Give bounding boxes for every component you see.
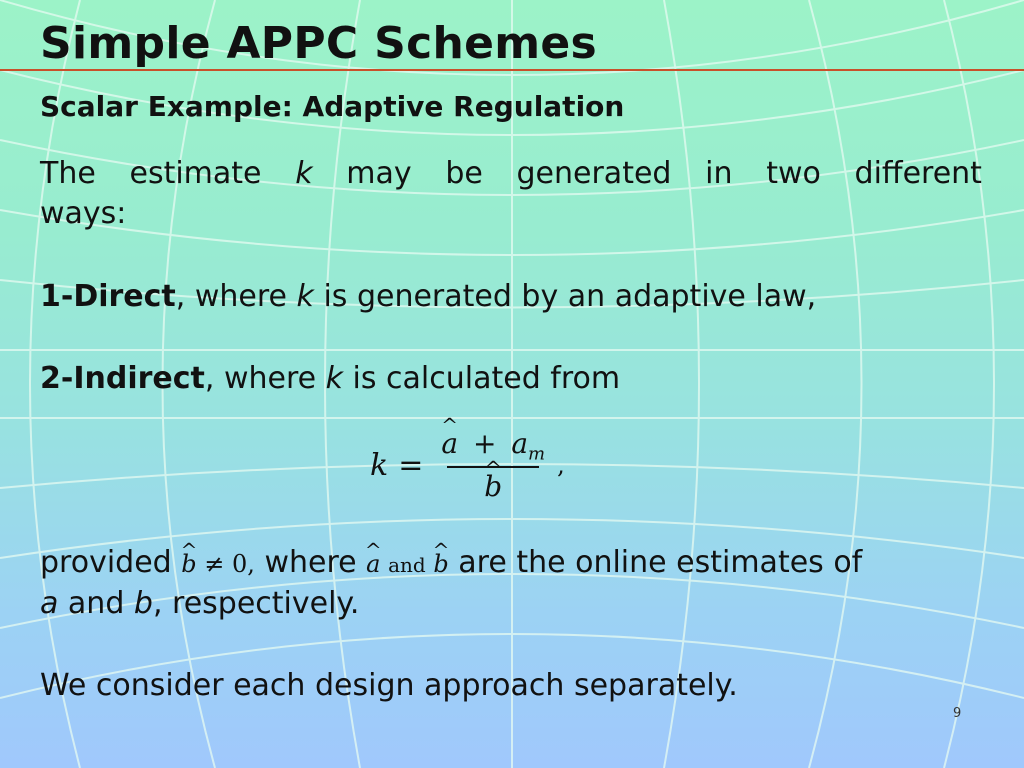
- variable-k: k: [296, 279, 314, 314]
- closing-text: We consider each design approach separately.: [40, 668, 738, 703]
- a-m: a: [511, 426, 529, 460]
- slide-title: Simple APPC Schemes: [40, 18, 598, 69]
- intro-line-1: [40, 154, 982, 194]
- and-text: and: [388, 553, 426, 577]
- variable-b: b: [133, 586, 153, 621]
- formula-comma: ,: [557, 451, 565, 479]
- indirect-label: 2-Indirect: [40, 361, 205, 396]
- a-hat: ^ a: [366, 544, 380, 584]
- b-hat: ^ b: [484, 470, 502, 503]
- indirect-item: [40, 359, 620, 399]
- direct-item: [40, 277, 816, 317]
- and-text: and: [58, 586, 134, 621]
- slide-subtitle: Scalar Example: Adaptive Regulation: [40, 90, 625, 123]
- b-hat: ^ b: [181, 544, 196, 584]
- where-text: where: [264, 545, 357, 580]
- provided-text: provided: [40, 545, 172, 580]
- indirect-text: is calculated from: [343, 361, 621, 396]
- formula-plus: +: [472, 426, 497, 460]
- intro-paragraph: [40, 154, 982, 234]
- condition-b-nonzero: [181, 550, 255, 578]
- condition-text: ≠ 0,: [204, 550, 255, 578]
- b-hat: ^ b: [433, 544, 448, 584]
- estimates-text: are the online estimates of: [458, 545, 863, 580]
- intro-word: be: [445, 156, 483, 191]
- indirect-text: , where: [204, 361, 326, 396]
- title-divider: [0, 69, 1024, 71]
- intro-word: may: [346, 156, 412, 191]
- estimates-a-and-b: [366, 550, 449, 578]
- variable-k: k: [295, 156, 313, 191]
- provided-line-2: [40, 584, 359, 624]
- formula-lhs: k: [370, 447, 389, 483]
- intro-word: different: [854, 156, 982, 191]
- direct-label: 1-Direct: [40, 279, 176, 314]
- respectively-text: , respectively.: [152, 586, 360, 621]
- provided-line-1: [40, 543, 862, 585]
- formula-fraction: [437, 427, 549, 504]
- variable-k: k: [325, 361, 343, 396]
- direct-text: , where: [175, 279, 297, 314]
- direct-text: is generated by an adaptive law,: [313, 279, 817, 314]
- intro-word: generated: [516, 156, 672, 191]
- intro-word: The: [40, 156, 96, 191]
- intro-word: in: [705, 156, 733, 191]
- k-formula: [370, 425, 565, 505]
- intro-line-2: ways:: [40, 196, 127, 231]
- a-m-subscript: m: [528, 443, 546, 465]
- formula-denominator: [484, 468, 502, 503]
- formula-equals: =: [398, 447, 424, 483]
- intro-word: two: [766, 156, 821, 191]
- variable-a: a: [40, 586, 59, 621]
- a-hat: ^ a: [441, 427, 458, 460]
- intro-word: estimate: [129, 156, 262, 191]
- page-number: 9: [953, 706, 962, 721]
